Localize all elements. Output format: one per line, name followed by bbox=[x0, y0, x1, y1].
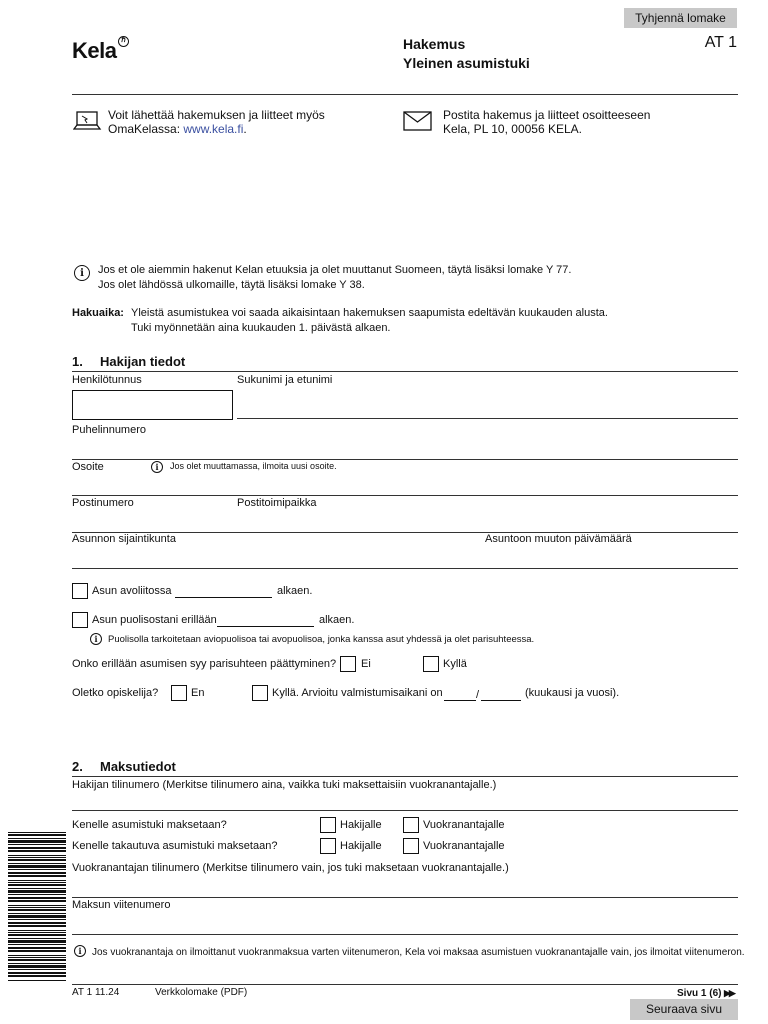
viitenumero-label: Maksun viitenumero bbox=[72, 899, 171, 911]
puoliso-info-icon: i bbox=[90, 633, 102, 645]
logo-mark-icon: ℏ bbox=[118, 36, 129, 47]
osoite-input[interactable] bbox=[72, 495, 738, 496]
avoliitto-checkbox[interactable] bbox=[72, 583, 88, 599]
osoite-info: Jos olet muuttamassa, ilmoita uusi osoite. bbox=[170, 461, 337, 471]
syy-kylla-label: Kyllä bbox=[443, 658, 467, 670]
osoite-info-icon: i bbox=[151, 461, 163, 473]
section2-title: Maksutiedot bbox=[100, 759, 176, 774]
barcode bbox=[8, 832, 66, 982]
footer-divider bbox=[72, 984, 738, 985]
title-line1: Hakemus bbox=[403, 36, 466, 52]
notice-line2: Jos olet lähdössä ulkomaille, täytä lisäksi lomake Y 38. bbox=[98, 279, 365, 291]
takautuva-vuokranantajalle-checkbox[interactable] bbox=[403, 838, 419, 854]
maksetaan-hakijalle-checkbox[interactable] bbox=[320, 817, 336, 833]
hakuaika-line1: Yleistä asumistukea voi saada aikaisintaan hakemuksen saapumista edeltävän kuukauden alusta. bbox=[131, 307, 608, 319]
page-number: Sivu 1 (6) bbox=[677, 988, 722, 999]
hakijan-tili-label: Hakijan tilinumero (Merkitse tilinumero aina, vaikka tuki maksettaisiin vuokranantajalle.) bbox=[72, 779, 497, 791]
erillaan-date-input[interactable] bbox=[217, 626, 314, 627]
kela-logo bbox=[72, 37, 126, 68]
section1-divider bbox=[72, 371, 738, 372]
hakijan-tili-input[interactable] bbox=[72, 810, 738, 811]
mail-line1: Postita hakemus ja liitteet osoitteeseen bbox=[443, 108, 651, 122]
viite-info: Jos vuokranantaja on ilmoittanut vuokranmaksua varten viitenumeron, Kela voi maksaa asumistuen vuokranantajalle vain, jos ilmoitat viitenumeron. bbox=[92, 947, 745, 958]
osoite-label: Osoite bbox=[72, 461, 104, 473]
nimi-input[interactable] bbox=[237, 418, 738, 419]
henkilotunnus-label: Henkilötunnus bbox=[72, 374, 142, 386]
opiskelija-question: Oletko opiskelija? bbox=[72, 687, 159, 699]
footer-code: AT 1 11.24 bbox=[72, 987, 120, 998]
takautuva-vuokranantajalle-label: Vuokranantajalle bbox=[423, 840, 505, 852]
puhelin-label: Puhelinnumero bbox=[72, 424, 146, 436]
viitenumero-input[interactable] bbox=[72, 934, 738, 935]
maksetaan-vuokranantajalle-checkbox[interactable] bbox=[403, 817, 419, 833]
kenelle-maksetaan-label: Kenelle asumistuki maksetaan? bbox=[72, 819, 227, 831]
online-prefix: OmaKelassa: bbox=[108, 122, 184, 136]
notice-line1: Jos et ole aiemmin hakenut Kelan etuuksia ja olet muuttanut Suomeen, täytä lisäksi lomake Y 77. bbox=[98, 264, 572, 276]
syy-ei-label: Ei bbox=[361, 658, 371, 670]
muuttopaiva-label: Asuntoon muuton päivämäärä bbox=[485, 533, 632, 545]
slash-label: / bbox=[476, 689, 480, 701]
kenelle-takautuva-label: Kenelle takautuva asumistuki maksetaan? bbox=[72, 840, 278, 852]
kela-website-link[interactable]: www.kela.fi bbox=[183, 122, 244, 136]
info-icon: i bbox=[74, 265, 90, 281]
erillaan-label: Asun puolisostani erillään bbox=[92, 614, 217, 626]
section1-number: 1. bbox=[72, 354, 83, 369]
opiskelija-kylla-label: Kyllä. Arvioitu valmistumisaikani on bbox=[272, 687, 443, 699]
takautuva-hakijalle-label: Hakijalle bbox=[340, 840, 382, 852]
sijaintikunta-input[interactable] bbox=[72, 568, 738, 569]
online-suffix: . bbox=[243, 122, 247, 136]
alkaen1-label: alkaen. bbox=[277, 585, 313, 597]
syy-kylla-checkbox[interactable] bbox=[423, 656, 439, 672]
vuokranantajan-tili-label: Vuokranantajan tilinumero (Merkitse tilinumero vain, jos tuki maksetaan vuokranantajalle.) bbox=[72, 862, 509, 874]
form-title-block bbox=[403, 35, 530, 73]
section2-number: 2. bbox=[72, 759, 83, 774]
online-line2 bbox=[108, 122, 247, 136]
next-page-icon[interactable]: ▶▶ bbox=[724, 988, 734, 998]
logo-text: Kela bbox=[72, 38, 117, 63]
maksetaan-hakijalle-label: Hakijalle bbox=[340, 819, 382, 831]
henkilotunnus-input[interactable] bbox=[72, 390, 233, 420]
sijaintikunta-label: Asunnon sijaintikunta bbox=[72, 533, 176, 545]
avoliitto-label: Asun avoliitossa bbox=[92, 585, 172, 597]
clear-form-button[interactable]: Tyhjennä lomake bbox=[624, 8, 737, 28]
hakuaika-label: Hakuaika: bbox=[72, 307, 124, 319]
section1-title: Hakijan tiedot bbox=[100, 354, 186, 369]
viite-info-icon: i bbox=[74, 945, 86, 957]
next-page-button[interactable]: Seuraava sivu bbox=[630, 999, 738, 1020]
footer-type: Verkkolomake (PDF) bbox=[155, 987, 248, 998]
envelope-icon bbox=[403, 111, 433, 131]
valmistuminen-kk-input[interactable] bbox=[444, 700, 476, 701]
puhelin-input[interactable] bbox=[72, 459, 738, 460]
opiskelija-en-label: En bbox=[191, 687, 205, 699]
postitoimipaikka-label: Postitoimipaikka bbox=[237, 497, 317, 509]
erillaan-checkbox[interactable] bbox=[72, 612, 88, 628]
vuokranantajan-tili-input[interactable] bbox=[72, 897, 738, 898]
mail-line2: Kela, PL 10, 00056 KELA. bbox=[443, 122, 582, 136]
postinumero-label: Postinumero bbox=[72, 497, 134, 509]
hakuaika-line2: Tuki myönnetään aina kuukauden 1. päivästä alkaen. bbox=[131, 322, 391, 334]
takautuva-hakijalle-checkbox[interactable] bbox=[320, 838, 336, 854]
online-line1: Voit lähettää hakemuksen ja liitteet myös bbox=[108, 108, 325, 122]
title-line2: Yleinen asumistuki bbox=[403, 55, 530, 71]
form-code: AT 1 bbox=[704, 34, 737, 51]
laptop-icon bbox=[73, 110, 103, 132]
avoliitto-date-input[interactable] bbox=[175, 597, 272, 598]
header-divider bbox=[72, 94, 738, 95]
syy-ei-checkbox[interactable] bbox=[340, 656, 356, 672]
puoliso-info: Puolisolla tarkoitetaan aviopuolisoa tai avopuolisoa, jonka kanssa asut yhdessä ja olet parisuhteessa. bbox=[108, 634, 535, 645]
valmistuminen-vuosi-input[interactable] bbox=[481, 700, 521, 701]
syy-question: Onko erillään asumisen syy parisuhteen päättyminen? bbox=[72, 658, 337, 670]
opiskelija-kylla-checkbox[interactable] bbox=[252, 685, 268, 701]
maksetaan-vuokranantajalle-label: Vuokranantajalle bbox=[423, 819, 505, 831]
nimi-label: Sukunimi ja etunimi bbox=[237, 374, 333, 386]
alkaen2-label: alkaen. bbox=[319, 614, 355, 626]
opiskelija-en-checkbox[interactable] bbox=[171, 685, 187, 701]
kk-vuosi-label: (kuukausi ja vuosi). bbox=[525, 687, 620, 699]
section2-divider bbox=[72, 776, 738, 777]
